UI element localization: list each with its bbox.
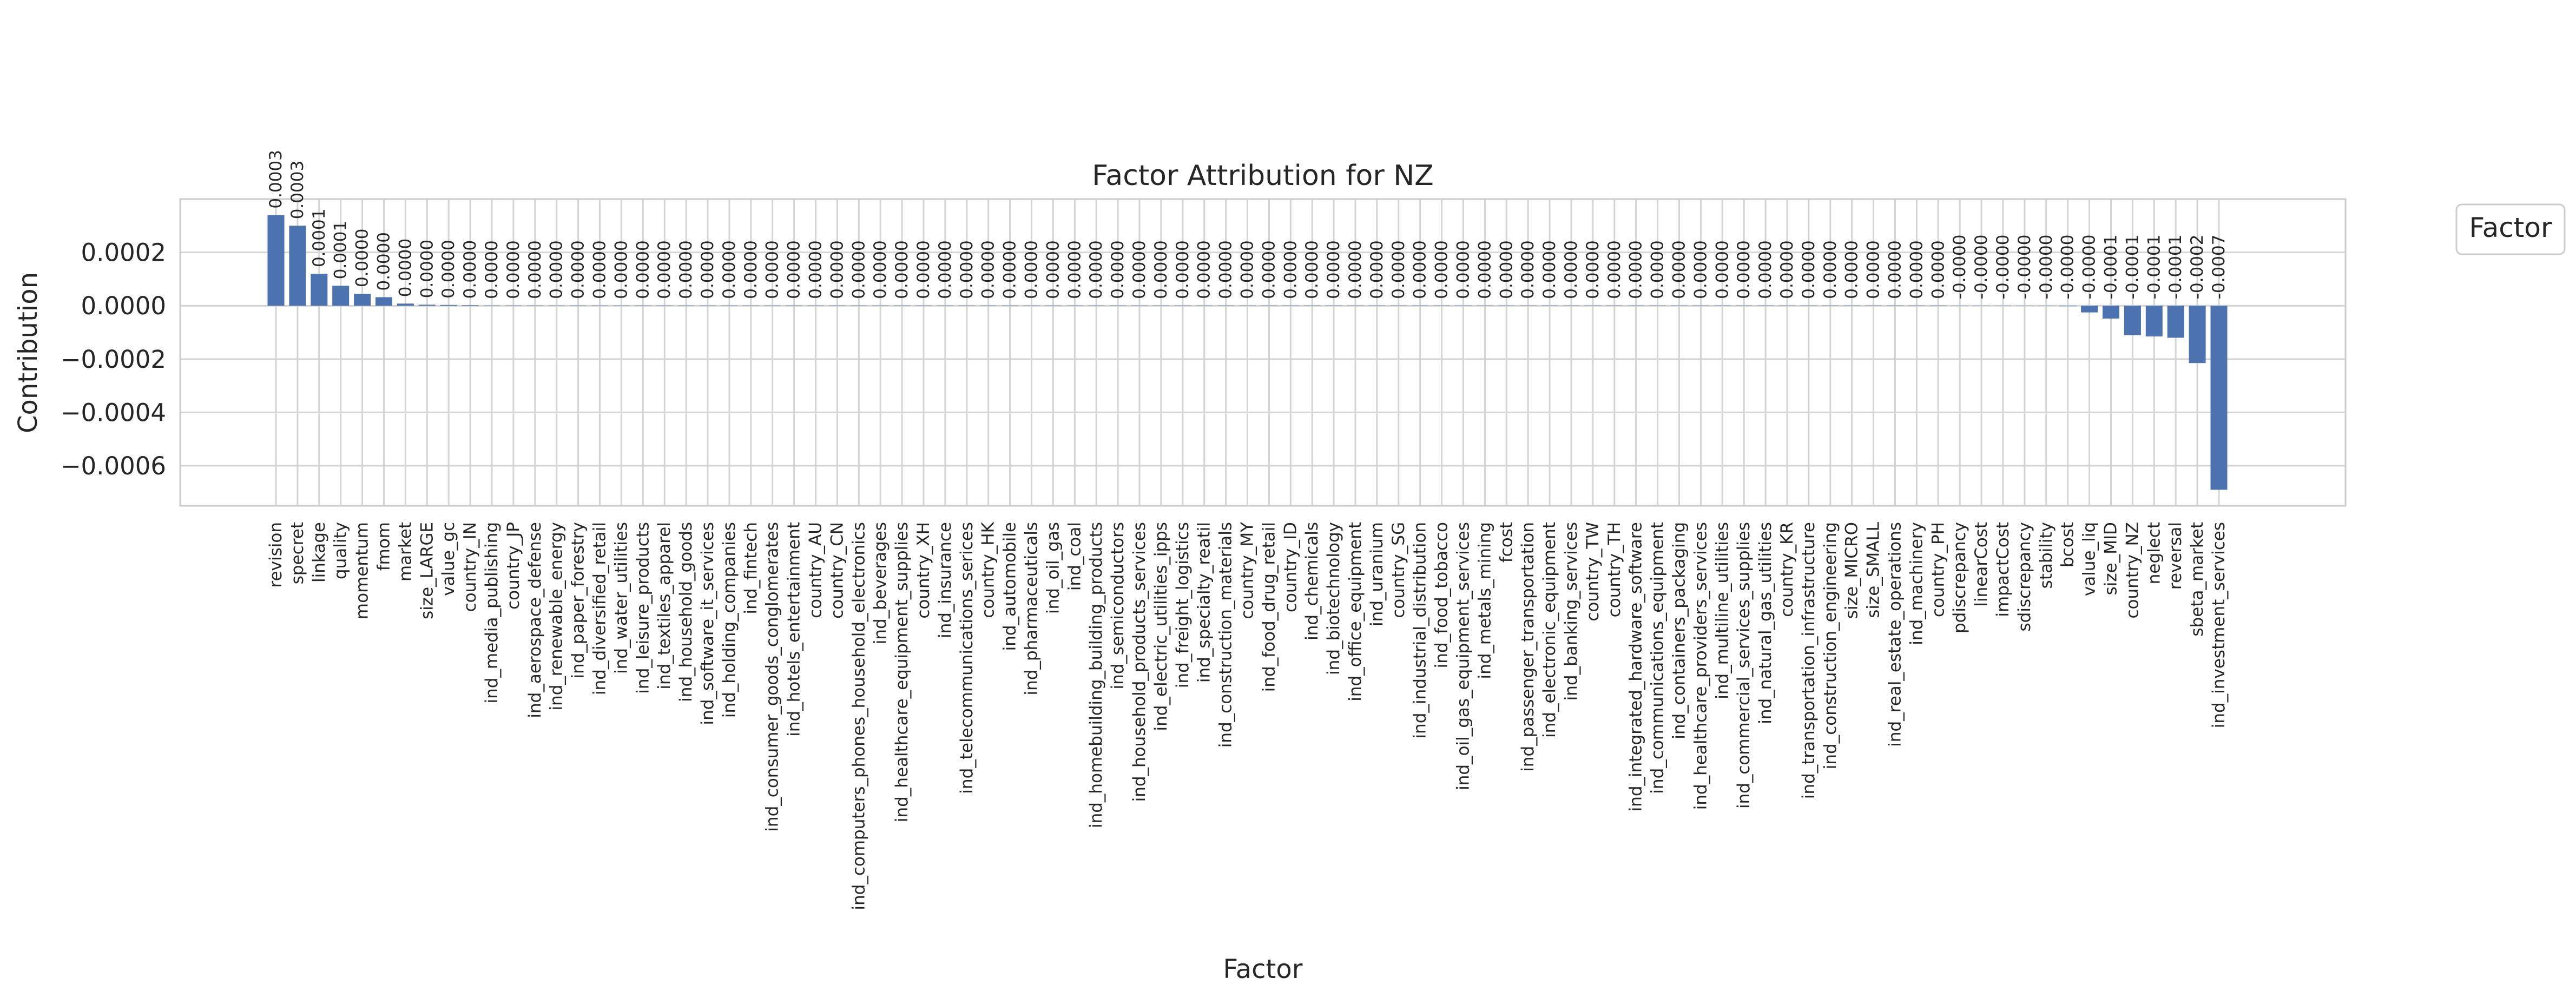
x-tick-label: ind_beverages xyxy=(871,522,891,645)
bar-country_IN xyxy=(462,305,479,306)
x-tick-label: linearCost xyxy=(1972,522,1992,607)
x-tick-label: country_HK xyxy=(978,522,998,618)
value-label: -0.0002 xyxy=(2188,234,2208,300)
value-label: 0.0000 xyxy=(1604,240,1624,299)
x-tick-label: fcost xyxy=(1497,522,1517,563)
x-tick-label: ind_consumer_goods_conglomerates xyxy=(762,522,782,832)
chart-title: Factor Attribution for NZ xyxy=(1092,160,1434,192)
x-tick-label: country_IN xyxy=(460,522,480,612)
x-tick-label: ind_computers_phones_household_electronics xyxy=(849,522,869,910)
x-tick-label: ind_software_it_services xyxy=(698,522,717,725)
x-tick-label: ind_real_estate_operations xyxy=(1885,522,1905,747)
x-tick-label: ind_transportation_infrastructure xyxy=(1798,522,1819,799)
value-label: 0.0000 xyxy=(762,240,782,299)
value-label: 0.0000 xyxy=(1820,240,1840,299)
value-label: 0.0000 xyxy=(698,240,717,299)
value-label: 0.0000 xyxy=(1648,240,1668,299)
value-label: -0.0000 xyxy=(2058,234,2078,300)
bar-revision xyxy=(268,215,285,306)
x-tick-label: ind_biotechnology xyxy=(1324,522,1344,675)
value-label: 0.0000 xyxy=(827,240,847,299)
value-label: 0.0000 xyxy=(1583,240,1603,299)
value-label: -0.0001 xyxy=(2101,234,2121,300)
x-tick-label: specret xyxy=(287,522,307,585)
value-label: 0.0000 xyxy=(1237,240,1257,299)
value-label: -0.0000 xyxy=(2079,234,2099,300)
value-label: 0.0000 xyxy=(1863,240,1883,299)
x-tick-label: reversal xyxy=(2166,522,2186,590)
x-tick-label: revision xyxy=(266,522,286,588)
value-label: -0.0001 xyxy=(2144,234,2164,300)
x-tick-label: country_ID xyxy=(1281,522,1301,613)
y-tick-label: 0.0002 xyxy=(81,238,166,267)
value-label: 0.0000 xyxy=(1497,240,1517,299)
bar-quality xyxy=(332,286,349,306)
value-label: 0.0000 xyxy=(741,240,761,299)
value-label: 0.0000 xyxy=(546,240,566,299)
value-label: 0.0000 xyxy=(1130,240,1149,299)
x-tick-label: ind_containers_packaging xyxy=(1669,522,1689,739)
x-tick-label: ind_media_publishing xyxy=(482,522,502,704)
value-label: 0.0000 xyxy=(1562,240,1581,299)
value-label: 0.0000 xyxy=(352,228,372,288)
y-axis-label: Contribution xyxy=(13,272,43,434)
value-label: 0.0000 xyxy=(914,240,933,299)
x-tick-label: ind_industrial_distribution xyxy=(1410,522,1430,739)
x-tick-label: fmom xyxy=(374,522,394,571)
bar-momentum xyxy=(354,294,371,306)
y-tick-label: 0.0000 xyxy=(81,292,166,321)
bar-sbeta_market xyxy=(2189,306,2206,363)
x-tick-label: ind_automobile xyxy=(1000,522,1020,651)
value-label: 0.0000 xyxy=(1388,240,1408,299)
legend-title: Factor xyxy=(2469,212,2552,243)
x-tick-label: ind_household_products_services xyxy=(1130,522,1149,802)
x-tick-label: country_JP xyxy=(503,522,523,610)
value-label: 0.0000 xyxy=(1324,240,1344,299)
x-tick-label: stability xyxy=(2036,522,2056,589)
value-label: 0.0000 xyxy=(1518,240,1538,299)
value-label: 0.0000 xyxy=(590,240,610,299)
value-label: 0.0000 xyxy=(1777,240,1797,299)
x-tick-label: value_liq xyxy=(2079,522,2099,597)
x-tick-label: ind_water_utilities xyxy=(611,522,631,674)
value-label: 0.0000 xyxy=(1281,240,1301,299)
value-label: -0.0007 xyxy=(2209,234,2229,300)
value-label: 0.0000 xyxy=(1194,240,1214,299)
bar-market xyxy=(397,303,414,306)
value-label: 0.0000 xyxy=(784,240,804,299)
value-label: 0.0000 xyxy=(1453,240,1473,299)
value-label: 0.0000 xyxy=(1432,240,1452,299)
legend xyxy=(2456,204,2565,254)
value-label: 0.0000 xyxy=(374,232,394,291)
value-label: 0.0000 xyxy=(1626,240,1646,299)
x-tick-label: sbeta_market xyxy=(2188,522,2208,637)
value-label: 0.0000 xyxy=(806,240,826,299)
value-label: 0.0000 xyxy=(849,240,869,299)
x-tick-label: ind_hotels_entertainment xyxy=(784,522,804,737)
value-label: 0.0000 xyxy=(719,240,739,299)
bar-reversal xyxy=(2167,306,2184,338)
value-label: 0.0000 xyxy=(1172,240,1193,299)
value-label: 0.0000 xyxy=(1475,240,1495,299)
value-label: 0.0000 xyxy=(396,238,416,298)
x-tick-label: ind_food_tobacco xyxy=(1432,522,1452,669)
x-tick-label: ind_paper_forestry xyxy=(568,522,588,679)
x-tick-label: value_gc xyxy=(439,522,459,596)
value-label: -0.0000 xyxy=(1993,234,2013,300)
x-tick-label: country_AU xyxy=(806,522,826,618)
x-tick-label: ind_multiline_utilities xyxy=(1712,522,1732,699)
value-label: 0.0003 xyxy=(266,150,286,209)
value-label: 0.0003 xyxy=(287,160,307,220)
x-tick-label: ind_construction_materials xyxy=(1216,522,1236,748)
x-tick-label: ind_chemicals xyxy=(1302,522,1322,640)
x-tick-label: neglect xyxy=(2144,522,2164,585)
x-tick-label: ind_investment_services xyxy=(2209,522,2229,729)
x-tick-label: country_KR xyxy=(1777,522,1797,617)
x-tick-label: size_MICRO xyxy=(1842,522,1862,619)
x-tick-label: sdiscrepancy xyxy=(2014,522,2034,632)
value-label: 0.0000 xyxy=(1108,240,1128,299)
value-label: 0.0000 xyxy=(1151,240,1171,299)
value-label: 0.0000 xyxy=(439,240,459,299)
bar-country_NZ xyxy=(2124,306,2141,335)
x-tick-label: ind_homebuilding_building_products xyxy=(1086,522,1106,829)
x-tick-label: ind_renewable_energy xyxy=(546,522,566,711)
x-tick-label: country_CN xyxy=(827,522,847,619)
x-tick-label: size_SMALL xyxy=(1863,522,1883,618)
x-tick-label: ind_leisure_products xyxy=(633,522,653,694)
value-label: 0.0000 xyxy=(1669,240,1689,299)
x-tick-label: ind_machinery xyxy=(1907,522,1927,645)
value-label: -0.0000 xyxy=(2014,234,2034,300)
x-tick-label: ind_household_goods xyxy=(676,522,696,702)
x-tick-label: ind_holding_companies xyxy=(719,522,739,718)
bar-size_LARGE xyxy=(419,305,436,306)
x-tick-label: impactCost xyxy=(1993,522,2013,617)
value-label: 0.0000 xyxy=(1065,240,1085,299)
x-tick-label: ind_commercial_services_supplies xyxy=(1734,522,1754,809)
bar-size_MID xyxy=(2103,306,2119,319)
x-tick-label: ind_natural_gas_utilities xyxy=(1756,522,1776,724)
value-label: 0.0000 xyxy=(1410,240,1430,299)
value-label: 0.0000 xyxy=(1086,240,1106,299)
value-label: 0.0000 xyxy=(655,240,675,299)
x-tick-label: ind_construction_engineering xyxy=(1820,522,1840,770)
bar-linkage xyxy=(311,274,327,306)
value-label: 0.0000 xyxy=(1216,240,1236,299)
x-tick-label: ind_uranium xyxy=(1367,522,1387,626)
value-label: 0.0000 xyxy=(1367,240,1387,299)
value-label: -0.0000 xyxy=(1972,234,1992,300)
x-tick-label: ind_aerospace_defense xyxy=(525,522,545,718)
x-tick-label: ind_coal xyxy=(1065,522,1085,591)
x-tick-label: ind_fintech xyxy=(741,522,761,614)
x-axis-label: Factor xyxy=(1223,954,1303,984)
x-tick-label: ind_freight_logistics xyxy=(1172,522,1193,689)
y-tick-label: −0.0006 xyxy=(60,452,166,481)
x-tick-label: country_TH xyxy=(1604,522,1624,618)
x-tick-label: bcost xyxy=(2058,522,2078,567)
value-label: 0.0000 xyxy=(525,240,545,299)
x-tick-label: ind_passenger_transportation xyxy=(1518,522,1538,772)
value-label: 0.0000 xyxy=(978,240,998,299)
x-tick-label: ind_food_drug_retail xyxy=(1259,522,1279,692)
y-tick-label: −0.0002 xyxy=(60,345,166,374)
value-label: 0.0000 xyxy=(503,240,523,299)
x-tick-label: ind_oil_gas xyxy=(1043,522,1063,614)
value-label: -0.0000 xyxy=(2036,234,2056,300)
bar-ind_investment_services xyxy=(2211,306,2228,490)
value-label: 0.0000 xyxy=(1928,240,1948,299)
value-label: 0.0000 xyxy=(482,240,502,299)
x-tick-label: momentum xyxy=(352,522,372,620)
value-label: 0.0000 xyxy=(1756,240,1776,299)
x-tick-label: country_XH xyxy=(914,522,933,619)
value-label: 0.0000 xyxy=(1000,240,1020,299)
value-label: 0.0000 xyxy=(1346,240,1365,299)
y-tick-label: −0.0004 xyxy=(60,398,166,427)
value-label: 0.0000 xyxy=(1885,240,1905,299)
value-label: 0.0000 xyxy=(1302,240,1322,299)
value-label: 0.0000 xyxy=(1540,240,1560,299)
bar-value_gc xyxy=(440,305,457,306)
value-label: 0.0000 xyxy=(460,240,480,299)
value-label: 0.0000 xyxy=(1259,240,1279,299)
value-label: 0.0000 xyxy=(568,240,588,299)
x-tick-label: linkage xyxy=(309,522,329,583)
x-tick-label: ind_diversified_retail xyxy=(590,522,610,695)
x-tick-label: ind_healthcare_providers_services xyxy=(1691,522,1711,810)
x-tick-label: size_MID xyxy=(2101,522,2121,596)
x-tick-label: ind_communications_equipment xyxy=(1648,522,1668,794)
value-label: 0.0000 xyxy=(1798,240,1819,299)
x-tick-label: ind_banking_services xyxy=(1562,522,1581,701)
value-label: -0.0001 xyxy=(2166,234,2186,300)
value-label: 0.0000 xyxy=(1907,240,1927,299)
x-tick-label: ind_telecommunications_serices xyxy=(957,522,977,794)
bar-fmom xyxy=(375,297,392,306)
value-label: 0.0000 xyxy=(1842,240,1862,299)
x-tick-label: ind_electronic_equipment xyxy=(1540,522,1560,738)
value-label: 0.0001 xyxy=(331,220,351,280)
bar-neglect xyxy=(2146,306,2163,336)
value-label: 0.0000 xyxy=(935,240,955,299)
value-label: 0.0001 xyxy=(309,208,329,268)
x-tick-label: pdiscrepancy xyxy=(1950,522,1970,634)
x-tick-label: ind_integrated_hardware_software xyxy=(1626,522,1646,812)
x-tick-label: ind_textiles_apparel xyxy=(655,522,675,690)
bar-specret xyxy=(289,226,306,306)
value-label: 0.0000 xyxy=(1734,240,1754,299)
value-label: 0.0000 xyxy=(611,240,631,299)
x-tick-label: quality xyxy=(331,522,351,580)
x-tick-label: ind_specialty_reatil xyxy=(1194,522,1214,683)
x-tick-label: ind_pharmaceuticals xyxy=(1022,522,1042,696)
x-tick-label: country_SG xyxy=(1388,522,1408,618)
x-tick-label: ind_semiconductors xyxy=(1108,522,1128,690)
value-label: -0.0001 xyxy=(2123,234,2143,300)
value-label: 0.0000 xyxy=(871,240,891,299)
x-tick-label: ind_insurance xyxy=(935,522,955,639)
value-label: 0.0000 xyxy=(417,239,437,299)
x-tick-label: ind_healthcare_equipment_supplies xyxy=(892,522,912,823)
value-label: 0.0000 xyxy=(676,240,696,299)
value-label: -0.0000 xyxy=(1950,234,1970,300)
value-label: 0.0000 xyxy=(1022,240,1042,299)
x-tick-label: ind_oil_gas_equipment_services xyxy=(1453,522,1473,790)
x-tick-label: country_PH xyxy=(1928,522,1948,618)
value-label: 0.0000 xyxy=(633,240,653,299)
x-tick-label: country_MY xyxy=(1237,522,1257,619)
bar-value_liq xyxy=(2081,306,2098,312)
x-tick-label: ind_metals_mining xyxy=(1475,522,1495,679)
x-tick-label: country_TW xyxy=(1583,522,1603,622)
value-label: 0.0000 xyxy=(1043,240,1063,299)
x-tick-label: ind_electric_utilities_ipps xyxy=(1151,522,1171,731)
x-tick-label: ind_office_equipment xyxy=(1346,522,1365,702)
x-tick-label: size_LARGE xyxy=(417,522,437,619)
value-label: 0.0000 xyxy=(957,240,977,299)
value-label: 0.0000 xyxy=(892,240,912,299)
x-tick-label: market xyxy=(396,522,416,582)
value-label: 0.0000 xyxy=(1712,240,1732,299)
value-label: 0.0000 xyxy=(1691,240,1711,299)
x-tick-label: country_NZ xyxy=(2123,522,2143,619)
